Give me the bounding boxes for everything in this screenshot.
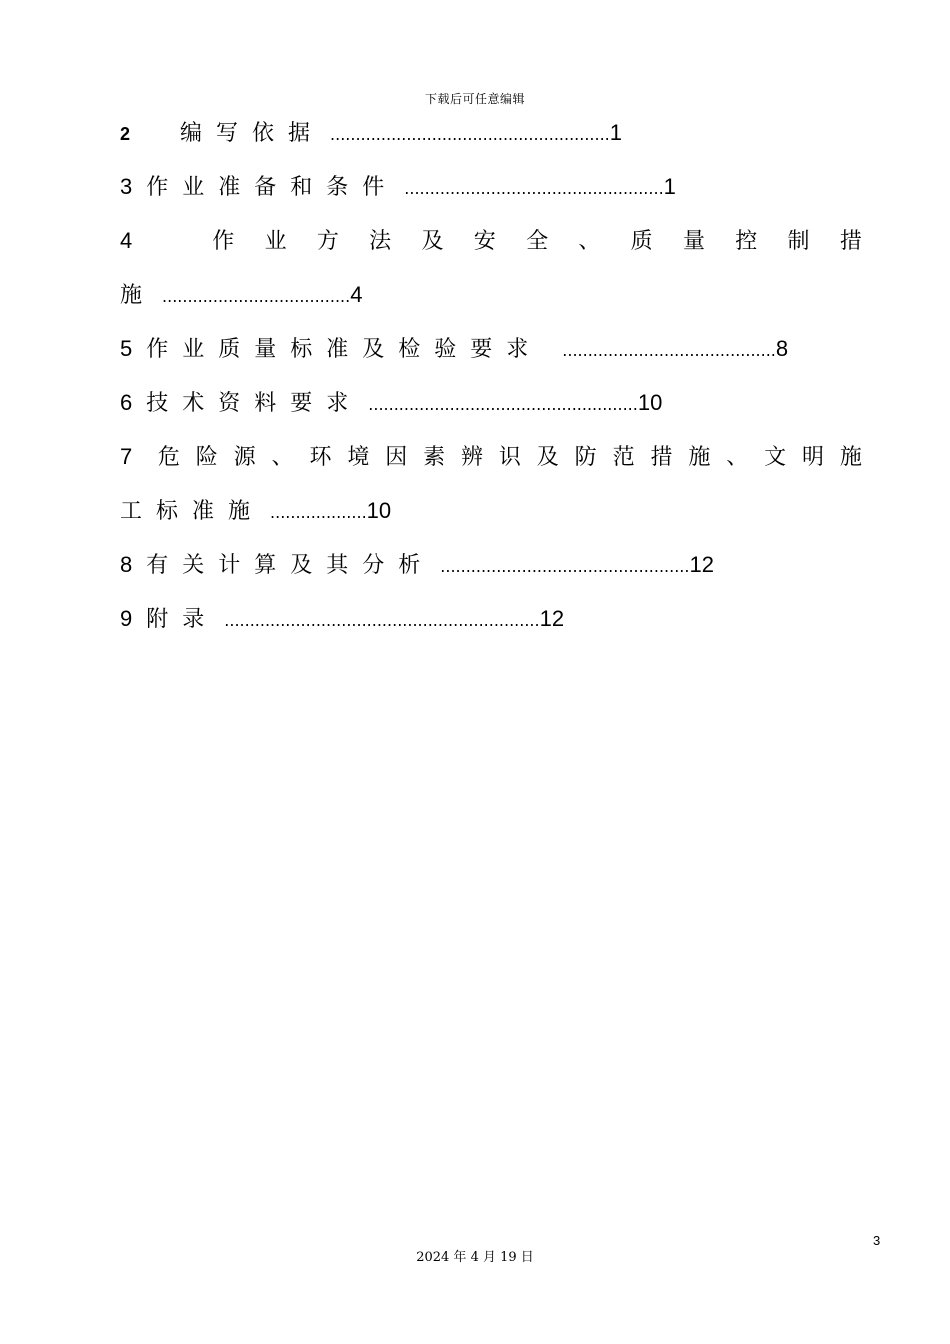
toc-title-char: 安 bbox=[473, 229, 496, 254]
toc-entry-number: 3 bbox=[120, 174, 147, 199]
page-header: 下载后可任意编辑 bbox=[424, 92, 525, 106]
toc-page-number: 10 bbox=[366, 498, 392, 523]
toc-entry-3[interactable] bbox=[120, 166, 862, 220]
toc-title-char: 境 bbox=[347, 445, 370, 470]
toc-title-char: 辨 bbox=[461, 445, 484, 470]
toc-entry-number: 4 bbox=[120, 228, 133, 253]
toc-title-char: 环 bbox=[309, 445, 332, 470]
toc-entry-number: 7 bbox=[120, 444, 133, 469]
toc-title-char: 方 bbox=[316, 229, 339, 254]
toc-leader: ..................................................... bbox=[368, 395, 638, 414]
toc-entry-6[interactable] bbox=[120, 382, 862, 436]
toc-entry-2[interactable] bbox=[120, 112, 862, 166]
footer-date: 2024 年 4 月 19 日 bbox=[416, 1250, 534, 1265]
toc-entry-title: 有关计算及其分析 bbox=[146, 553, 435, 578]
toc-title-char: 控 bbox=[735, 229, 758, 254]
toc-leader: ................... bbox=[270, 503, 367, 522]
toc-page-number: 12 bbox=[539, 606, 565, 631]
toc-leader: ................................................... bbox=[404, 179, 664, 198]
toc-title-char: 因 bbox=[385, 445, 408, 470]
toc-entry-5[interactable] bbox=[120, 328, 862, 382]
toc-entry-title-continued: 工标准施 bbox=[120, 499, 265, 524]
toc-entry-title: 编写依据 bbox=[180, 121, 325, 146]
toc-page-number: 4 bbox=[350, 282, 363, 307]
toc-title-char: 范 bbox=[612, 445, 635, 470]
toc-leader: ....................................................... bbox=[330, 125, 610, 144]
toc-title-char: 及 bbox=[536, 445, 559, 470]
toc-title-char: 防 bbox=[574, 445, 597, 470]
toc-entry-4-line1[interactable] bbox=[120, 220, 862, 274]
toc-leader: .......................................... bbox=[562, 341, 776, 360]
toc-leader: .............................................................. bbox=[224, 611, 540, 630]
page-number: 3 bbox=[873, 1233, 881, 1248]
toc-entry-4-line2[interactable] bbox=[120, 274, 862, 328]
toc-page-number: 1 bbox=[609, 120, 623, 145]
toc-entry-7-line1[interactable] bbox=[120, 436, 862, 490]
toc-title-char: 量 bbox=[682, 229, 705, 254]
toc-title-char: 质 bbox=[630, 229, 653, 254]
toc-page-number: 10 bbox=[637, 390, 663, 415]
toc-title-char: 险 bbox=[195, 445, 218, 470]
toc-entry-title: 附录 bbox=[146, 607, 219, 632]
toc-title-char: 、 bbox=[271, 445, 294, 470]
toc-entry-8[interactable] bbox=[120, 544, 862, 598]
toc-title-char: 施 bbox=[839, 445, 862, 470]
toc-leader: ..................................... bbox=[162, 287, 351, 306]
toc-title-char: 作 bbox=[212, 229, 235, 254]
toc-title-char: 措 bbox=[839, 229, 862, 254]
toc-entry-number: 8 bbox=[120, 552, 147, 577]
toc-entry-number: 6 bbox=[120, 390, 147, 415]
toc-title-char: 措 bbox=[650, 445, 673, 470]
table-of-contents bbox=[120, 112, 862, 652]
toc-entry-title: 作业准备和条件 bbox=[146, 175, 399, 200]
toc-title-char: 、 bbox=[578, 229, 601, 254]
toc-entry-number: 9 bbox=[120, 606, 147, 631]
toc-page-number: 8 bbox=[775, 336, 789, 361]
toc-entry-title-continued: 施 bbox=[120, 283, 157, 308]
toc-entry-7-line2[interactable] bbox=[120, 490, 862, 544]
toc-entry-number: 2 bbox=[120, 124, 145, 144]
toc-title-char: 危 bbox=[157, 445, 180, 470]
toc-title-char: 业 bbox=[264, 229, 287, 254]
toc-title-char: 识 bbox=[498, 445, 521, 470]
toc-title-char: 明 bbox=[802, 445, 825, 470]
toc-page-number: 1 bbox=[663, 174, 676, 199]
toc-page-number: 12 bbox=[689, 552, 714, 577]
toc-entry-title: 技术资料要求 bbox=[146, 391, 363, 416]
toc-title-char: 全 bbox=[526, 229, 549, 254]
toc-title-char: 、 bbox=[726, 445, 749, 470]
toc-title-char: 素 bbox=[423, 445, 446, 470]
toc-title-char: 制 bbox=[787, 229, 810, 254]
toc-title-char: 法 bbox=[369, 229, 392, 254]
toc-entry-9[interactable] bbox=[120, 598, 862, 652]
toc-leader: ................................................. bbox=[440, 557, 690, 576]
toc-title-char: 施 bbox=[688, 445, 711, 470]
toc-entry-number: 5 bbox=[120, 336, 147, 361]
toc-entry-title: 作业质量标准及检验要求 bbox=[146, 337, 543, 362]
toc-title-char: 文 bbox=[764, 445, 787, 470]
toc-title-char: 源 bbox=[233, 445, 256, 470]
toc-title-char: 及 bbox=[421, 229, 444, 254]
